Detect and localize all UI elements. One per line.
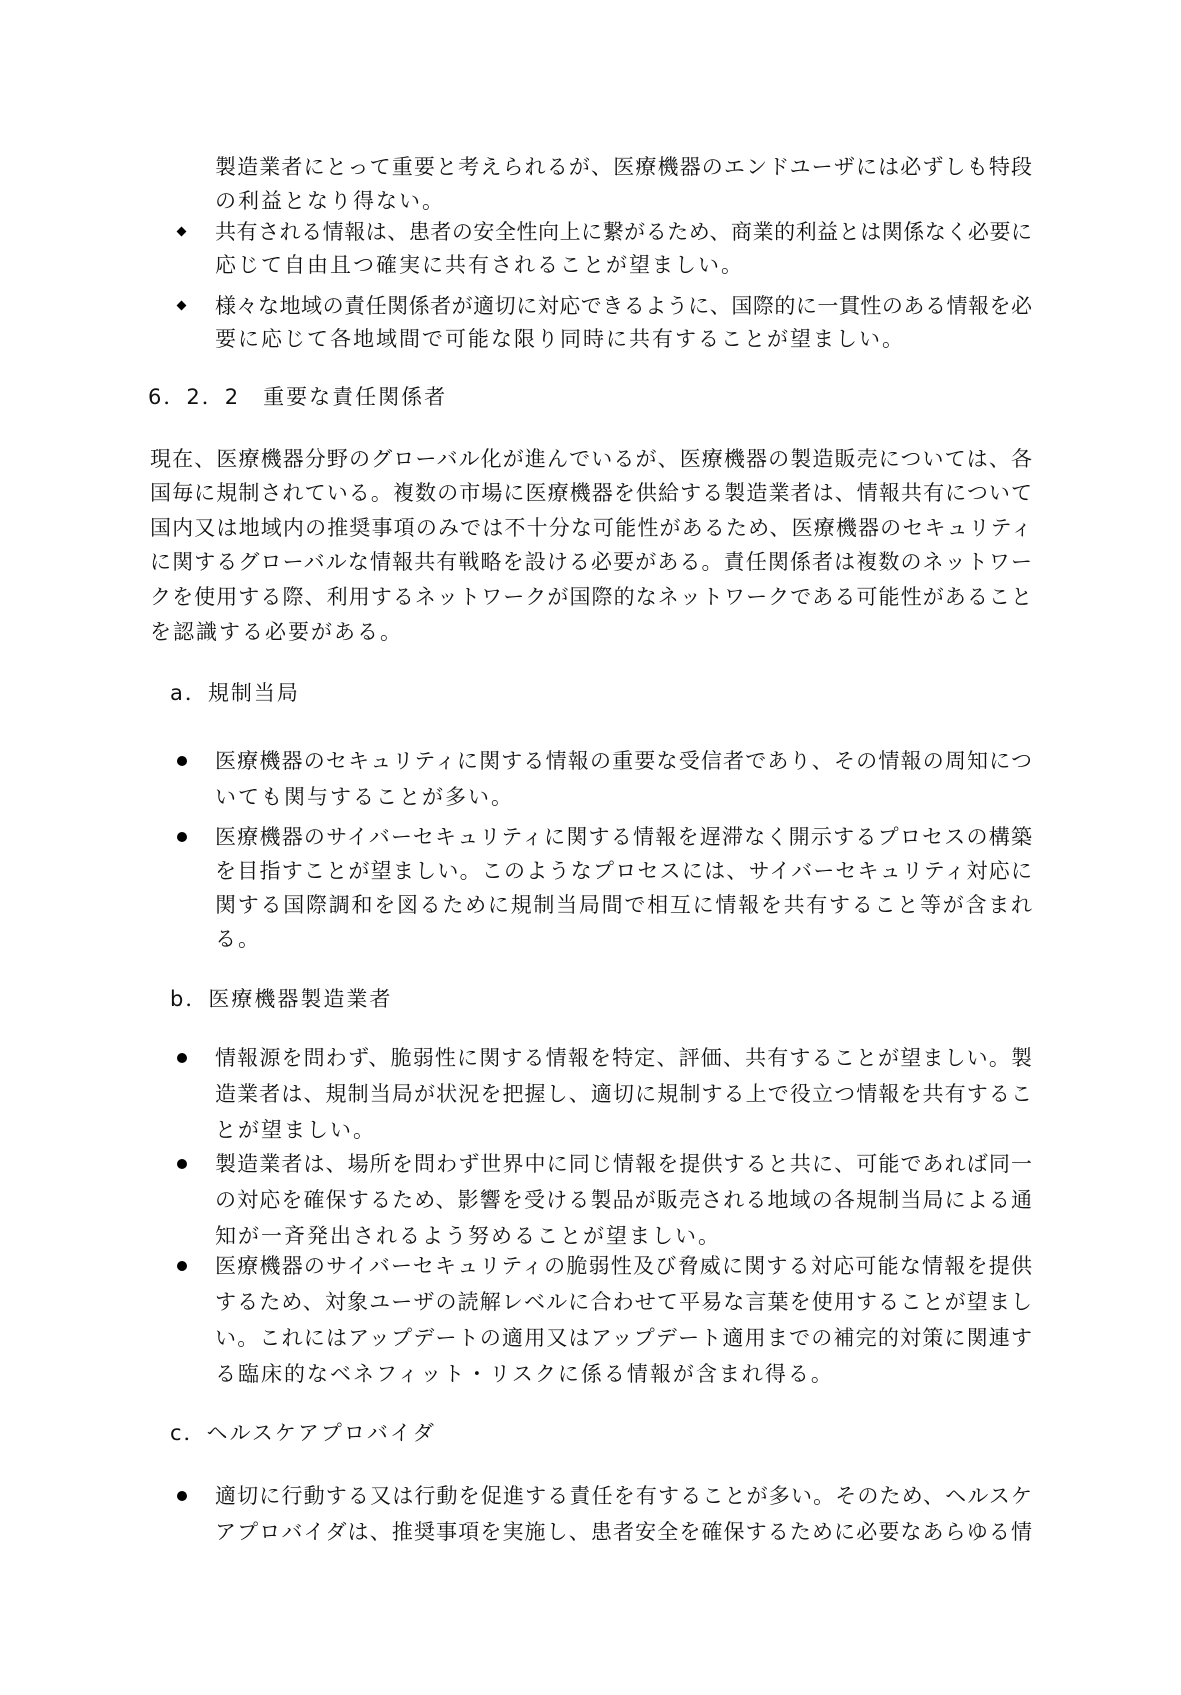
text-line: 医療機器のサイバーセキュリティに関する情報を遅滞なく開示するプロセスの構築 [215,824,1032,849]
text-line: 国毎に規制されている。複数の市場に医療機器を供給する製造業者は、情報共有について [150,481,1032,506]
text-line: 造業者は、規制当局が状況を把握し、適切に規制する上で役立つ情報を共有するこ [215,1081,1032,1106]
text-line: 知が一斉発出されるよう努めることが望ましい。 [215,1223,721,1248]
text-line: の利益となり得ない。 [215,189,445,213]
text-line: 医療機器のセキュリティに関する情報の重要な受信者であり、その情報の周知につ [215,748,1032,773]
text-line: に関するグローバルな情報共有戦略を設ける必要がある。責任関係者は複数のネットワー [150,550,1032,575]
text-line: 情報源を問わず、脆弱性に関する情報を特定、評価、共有することが望ましい。製 [215,1045,1032,1070]
text-line: アプロバイダは、推奨事項を実施し、患者安全を確保するために必要なあらゆる情 [215,1519,1032,1544]
text-line: 現在、医療機器分野のグローバル化が進んでいるが、医療機器の製造販売については、各 [150,446,1032,471]
text-line: いても関与することが多い。 [215,784,514,809]
text-line: a．規制当局 [170,680,300,705]
text-line: 製造業者は、場所を問わず世界中に同じ情報を提供すると共に、可能であれば同一 [215,1151,1032,1176]
bullet-icon [177,1053,187,1063]
bullet-icon [177,832,187,842]
text-line: 応じて自由且つ確実に共有されることが望ましい。 [215,252,744,277]
text-line: とが望ましい。 [215,1117,376,1142]
text-line: 要に応じて各地域間で可能な限り同時に共有することが望ましい。 [215,326,905,351]
text-line: い。これにはアップデートの適用又はアップデート適用までの補完的対策に関連す [215,1325,1032,1350]
text-line: 医療機器のサイバーセキュリティの脆弱性及び脅威に関する対応可能な情報を提供 [215,1253,1032,1278]
text-line: 国内又は地域内の推奨事項のみでは不十分な可能性があるため、医療機器のセキュリティ [150,515,1032,540]
text-line: 製造業者にとって重要と考えられるが、医療機器のエンドユーザには必ずしも特段 [215,154,1032,179]
text-line: するため、対象ユーザの読解レベルに合わせて平易な言葉を使用することが望まし [215,1289,1032,1314]
text-line: クを使用する際、利用するネットワークが国際的なネットワークである可能性があること [150,584,1032,609]
text-line: 6．2．2 重要な責任関係者 [148,384,448,409]
text-line: の対応を確保するため、影響を受ける製品が販売される地域の各規制当局による通 [215,1187,1032,1212]
text-line: 様々な地域の責任関係者が適切に対応できるように、国際的に一貫性のある情報を必 [215,293,1032,318]
bullet-icon [177,1159,187,1169]
text-line: 適切に行動する又は行動を促進する責任を有することが多い。そのため、ヘルスケ [215,1483,1032,1508]
text-line: 関する国際調和を図るために規制当局間で相互に情報を共有すること等が含まれ [215,892,1032,917]
text-line: b．医療機器製造業者 [170,986,393,1011]
bullet-icon [177,227,187,237]
text-line: る。 [215,926,261,951]
text-line: を認識する必要がある。 [150,619,403,644]
bullet-icon [177,756,187,766]
text-line: 共有される情報は、患者の安全性向上に繋がるため、商業的利益とは関係なく必要に [215,219,1032,244]
text-line: を目指すことが望ましい。このようなプロセスには、サイバーセキュリティ対応に [215,858,1032,883]
text-line: c．ヘルスケアプロバイダ [170,1420,436,1445]
bullet-icon [177,1491,187,1501]
bullet-icon [177,301,187,311]
bullet-icon [177,1261,187,1271]
text-line: る臨床的なベネフィット・リスクに係る情報が含まれ得る。 [215,1361,834,1386]
